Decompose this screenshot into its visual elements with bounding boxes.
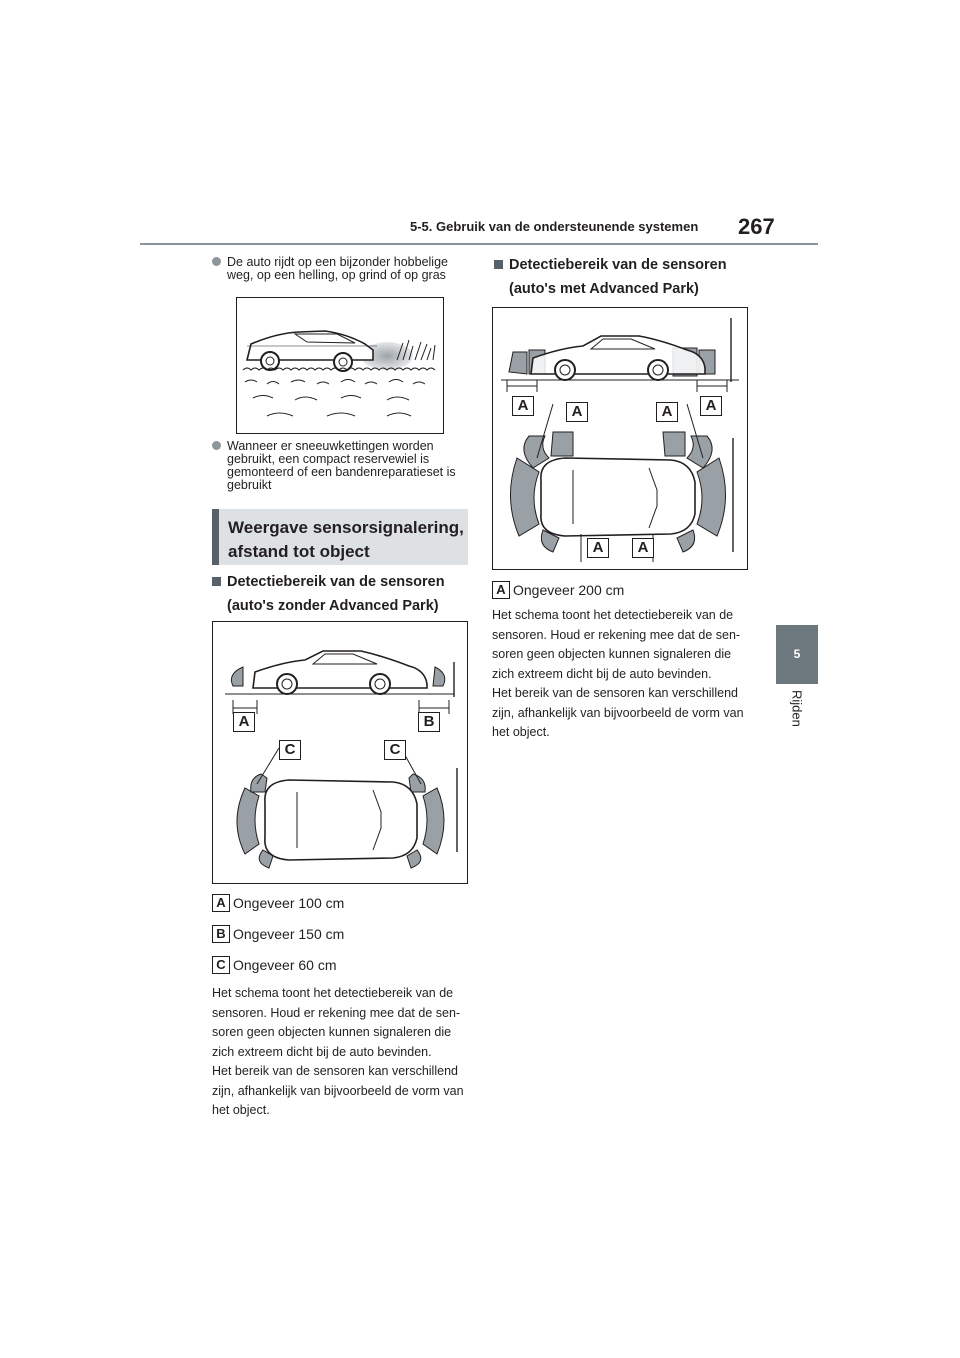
banner-accent	[212, 509, 219, 565]
legend-text: Ongeveer 60 cm	[233, 957, 337, 973]
chapter-label	[770, 690, 824, 750]
figure-label-c: C	[279, 740, 301, 760]
square-bullet-icon	[494, 260, 503, 269]
body-paragraph: Het schema toont het detectiebereik van de sensoren. Houd er rekening mee dat de sen-soren geen objecten kunnen signaleren die zich extreem dicht bij de auto bevinden.	[212, 986, 461, 1059]
page-number: 267	[738, 214, 775, 239]
legend-key: C	[212, 956, 230, 974]
figure-sensor-range-advanced-park	[492, 307, 748, 570]
subheading	[212, 570, 472, 618]
body-paragraph: Het bereik van de sensoren kan verschillend zijn, afhankelijk van bijvoorbeeld de vorm van het object.	[212, 1064, 464, 1117]
subheading-line2: (auto's zonder Advanced Park)	[227, 598, 439, 614]
legend-key: A	[212, 894, 230, 912]
legend-key: B	[212, 925, 230, 943]
figure-label-c: C	[384, 740, 406, 760]
legend-item	[492, 581, 692, 599]
subheading-line2: (auto's met Advanced Park)	[509, 281, 699, 297]
square-bullet-icon	[212, 577, 221, 586]
figure-label-a: A	[700, 396, 722, 416]
body-paragraph: Het bereik van de sensoren kan verschillend zijn, afhankelijk van bijvoorbeeld de vorm van het object.	[492, 686, 744, 739]
legend-text: Ongeveer 100 cm	[233, 895, 345, 911]
bullet-icon	[212, 441, 221, 450]
bullet-icon	[212, 257, 221, 266]
subheading-line1: Detectiebereik van de sensoren	[227, 574, 445, 590]
figure-label-a: A	[632, 538, 654, 558]
figure-label-a: A	[656, 402, 678, 422]
legend-item	[212, 956, 412, 974]
legend-key: A	[492, 581, 510, 599]
figure-label-b: B	[418, 712, 440, 732]
figure-bumpy-road	[236, 297, 444, 434]
subheading-line1: Detectiebereik van de sensoren	[509, 257, 727, 273]
figure-label-a: A	[587, 538, 609, 558]
banner-title: Weergave sensorsignalering, afstand tot object	[228, 518, 464, 561]
list-item	[212, 256, 474, 282]
body-paragraph: Het schema toont het detectiebereik van de sensoren. Houd er rekening mee dat de sen-soren geen objecten kunnen signaleren die zich extreem dicht bij de auto bevinden.	[492, 608, 741, 681]
bullet-text: Wanneer er sneeuwkettingen worden gebruikt, een compact reservewiel is gemonteerd of een bandenreparatieset is gebruikt	[227, 439, 456, 492]
section-banner	[212, 509, 468, 565]
legend-text: Ongeveer 150 cm	[233, 926, 345, 942]
bumpy-road-illustration	[237, 298, 443, 433]
legend-item	[212, 925, 412, 943]
sensor-range-diagram	[493, 308, 747, 569]
legend-item	[212, 894, 412, 912]
figure-sensor-range-standard	[212, 621, 468, 884]
header-divider	[140, 243, 818, 245]
sensor-range-diagram	[213, 622, 467, 883]
bullet-text: De auto rijdt op een bijzonder hobbelige weg, op een helling, op grind of op gras	[227, 255, 448, 282]
figure-label-a: A	[512, 396, 534, 416]
chapter-label-text: Rijden	[789, 690, 805, 727]
subheading	[494, 253, 754, 301]
figure-label-a: A	[233, 712, 255, 732]
section-title: 5-5. Gebruik van de ondersteunende systemen	[410, 219, 699, 234]
figure-label-a: A	[566, 402, 588, 422]
list-item	[212, 440, 474, 492]
chapter-tab: 5	[776, 625, 818, 684]
legend-text: Ongeveer 200 cm	[513, 582, 625, 598]
